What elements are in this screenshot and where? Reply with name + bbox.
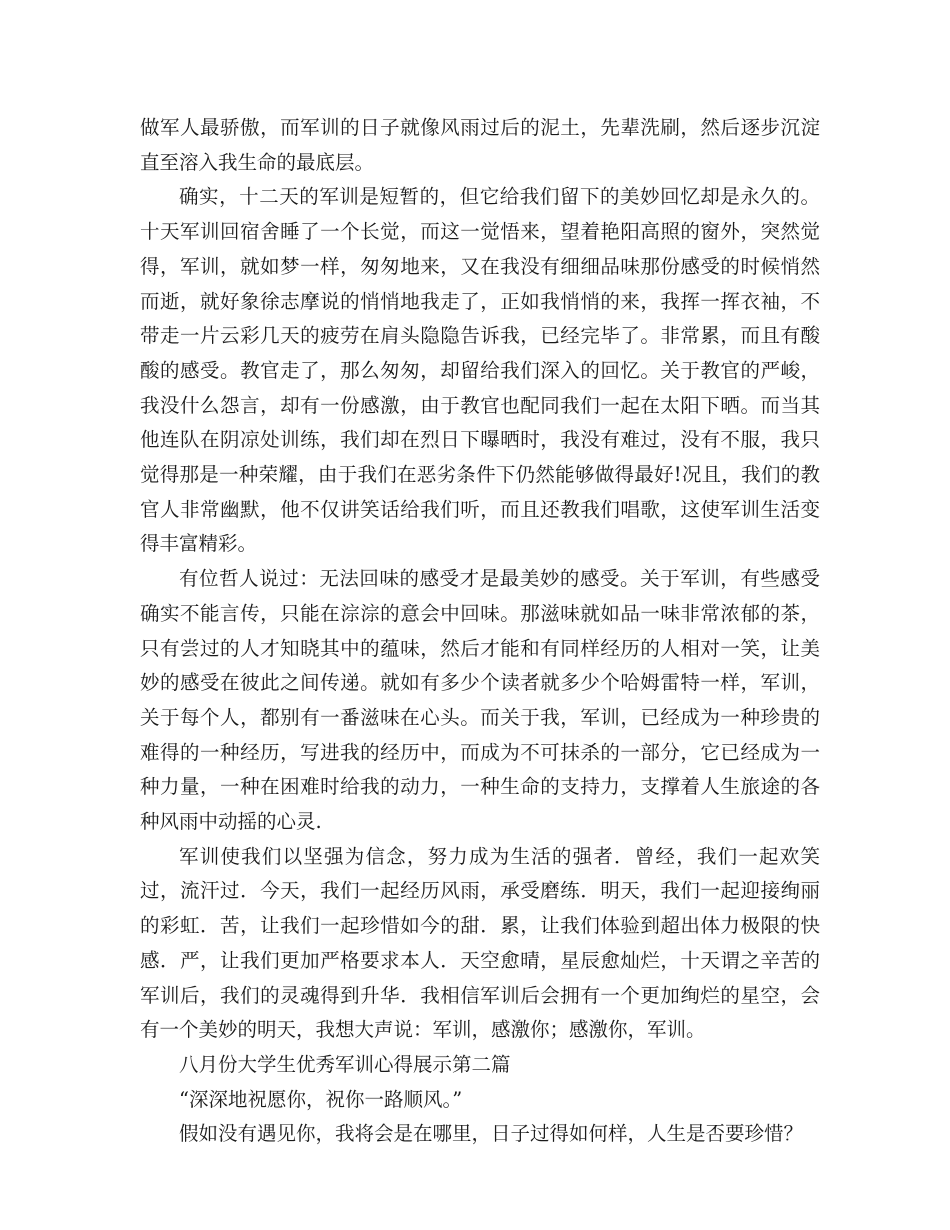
paragraph-1: 做军人最骄傲，而军训的日子就像风雨过后的泥土，先辈洗刷，然后逐步沉淀直至溶入我生命的最底层。 xyxy=(140,116,820,174)
section-heading: 八月份大学生优秀军训心得展示第二篇 xyxy=(179,1052,511,1076)
paragraph-3: 有位哲人说过：无法回味的感受才是最美妙的感受。关于军训，有些感受确实不能言传，只能在淙淙的意会中回味。那滋味就如品一味非常浓郁的茶，只有尝过的人才知晓其中的蕴味，然后才能和有同样经历的人相对一笑，让美妙的感受在彼此之间传递。就如有多少个读者就多少个哈姆雷特一样，军训，关于每个人，都别有一番滋味在心头。而关于我，军训，已经成为一种珍贵的难得的一种经历，写进我的经历中，而成为不可抹杀的一部分，它已经成为一种力量，一种在困难时给我的动力，一种生命的支持力，支撑着人生旅途的各种风雨中动摇的心灵. xyxy=(140,567,820,834)
paragraph-2: 确实，十二天的军训是短暂的，但它给我们留下的美妙回忆却是永久的。十天军训回宿舍睡了一个长觉，而这一觉悟来，望着艳阳高照的窗外，突然觉得，军训，就如梦一样，匆匆地来，又在我没有细细品味那份感受的时候悄然而逝，就好象徐志摩说的悄悄地我走了，正如我悄悄的来，我挥一挥衣袖，不带走一片云彩几天的疲劳在肩头隐隐告诉我，已经完毕了。非常累，而且有酸酸的感受。教官走了，那么匆匆，却留给我们深入的回忆。关于教官的严峻，我没什么怨言，却有一份感激，由于教官也配同我们一起在太阳下晒。而当其他连队在阴凉处训练，我们却在烈日下曝晒时，我没有难过，没有不服，我只觉得那是一种荣耀，由于我们在恶劣条件下仍然能够做得最好!况且，我们的教官人非常幽默，他不仅讲笑话给我们听，而且还教我们唱歌，这使军训生活变得丰富精彩。 xyxy=(140,185,820,556)
paragraph-4: 军训使我们以坚强为信念，努力成为生活的强者．曾经，我们一起欢笑过，流汗过．今天，我们一起经历风雨，承受磨练．明天，我们一起迎接绚丽的彩虹．苦，让我们一起珍惜如今的甜．累，让我们体验到超出体力极限的快感．严，让我们更加严格要求本人．天空愈晴，星辰愈灿烂，十天谓之辛苦的军训后，我们的灵魂得到升华．我相信军训后会拥有一个更加绚烂的星空，会有一个美妙的明天，我想大声说：军训，感激你；感激你，军训。 xyxy=(140,844,820,1042)
document-body xyxy=(140,111,820,1152)
paragraph-7: 假如没有遇见你，我将会是在哪里，日子过得如何样，人生是否要珍惜？ xyxy=(179,1122,804,1146)
quote-paragraph: “深深地祝愿你，祝你一路顺风。” xyxy=(179,1087,463,1111)
